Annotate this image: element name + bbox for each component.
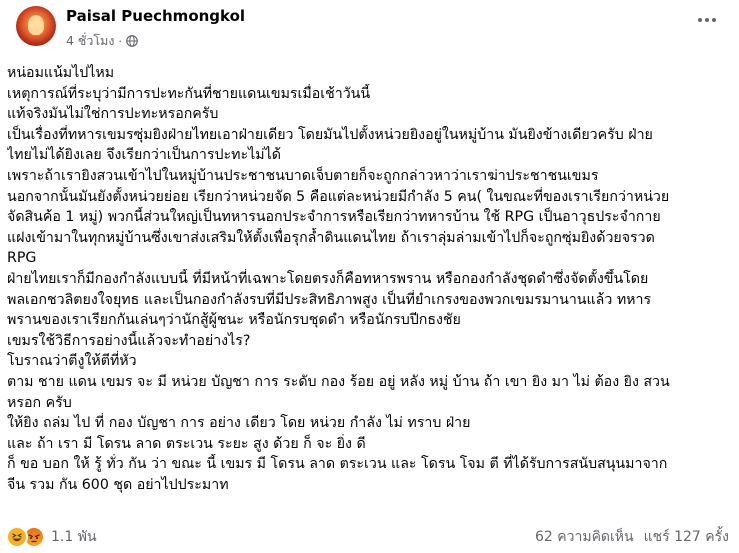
post-text-line: พลเอกชวลิตยงใจยุทธ และเป็นกองกำลังรบที่มีประสิทธิภาพสูง เป็นที่ยำเกรงของพวกเขมรมานานแล้ว ทหาร [7, 291, 652, 308]
post-text-line: และ ถ้า เรา มี โดรน ลาด ตระเวน ระยะ สูง ด้วย ก็ จะ ยิ่ง ดี [7, 435, 366, 452]
post-text-line: เป็นเรื่องที่ทหารเขมรซุ่มยิงฝ่ายไทยเอาฝ่ายเดียว โดยมันไปตั้งหน่วยยิงอยู่ในหมู่บ้าน มันยิงข้างเดียวครับ ฝ่าย [7, 126, 653, 143]
post-text-line: โบราณว่าตีงูให้ตีที่หัว [7, 353, 137, 370]
post-text-line: แฝงเข้ามาในทุกหมู่บ้านซึ่งเขาส่งเสริมให้ตั้งเพื่อรุกล้ำดินแดนไทย ถ้าเราลุ่มล่ามเข้าไปก็จะถูกซุ่มยิงด้วยจรวด [7, 229, 655, 246]
post-text-line: ให้ยิง ถล่ม ไป ที่ กอง บัญชา การ อย่าง เดียว โดย หน่วย กำลัง ไม่ ทราบ ฝ่าย [7, 415, 471, 432]
post-text-line: พรานของเราเรียกกันเล่นๆว่านักสู้ผู้ชนะ หรือนักรบชุดดำ หรือนักรบปีกธงชัย [7, 312, 461, 329]
engagement-stats [535, 526, 729, 548]
share-count-link[interactable]: แชร์ 127 ครั้ง [643, 529, 729, 545]
post-footer [6, 525, 729, 549]
post-text-line: RPG [7, 250, 37, 267]
post-text-line: จัดสินค้อ 1 หมู่) พวกนี้ส่วนใหญ่เป็นทหารนอกประจำการหรือเรียกว่าทหารบ้าน ใช้ RPG เป็นอาวุธประจำกาย [7, 209, 661, 226]
post-text-line: ฝ่ายไทยเราก็มีกองกำลังแบบนี้ ที่มีหน้าที่เฉพาะโดยตรงก็คือทหารพราน หรือกองกำลังชุดดำซึ่งจัดตั้งขึ้นโดย [7, 270, 649, 287]
post-text-line: ก็ ขอ บอก ให้ รู้ ทั่ว กัน ว่า ขณะ นี้ เขมร มี โดรน ลาด ตระเวน และ โดรน โจม ตี ที่ได้รับการสนับสนุนมาจาก [7, 456, 668, 473]
post-text-line: หรอก ครับ [7, 394, 72, 411]
globe-icon[interactable] [126, 35, 138, 47]
comment-count-link[interactable]: 62 ความคิดเห็น [534, 529, 634, 545]
post-text [7, 63, 725, 495]
post-text-line: เพราะถ้าเรายิงสวนเข้าไปในหมู่บ้านประชาชนบาดเจ็บตายก็จะถูกกล่าวหาว่าเราฆ่าประชาชนเขมร [7, 167, 599, 184]
post-text-line: ตาม ชาย แดน เขมร จะ มี หน่วย บัญชา การ ระดับ กอง ร้อย อยู่ หลัง หมู่ บ้าน ถ้า เขา ยิง มา ไม่ ต้อง ยิง สวน [7, 373, 670, 390]
meta-separator: · [118, 34, 122, 48]
post-text-line: จีน รวม กัน 600 ชุด อย่าไปประมาท [7, 476, 229, 493]
post-text-line: เขมรใช้วิธีการอย่างนี้แล้วจะทำอย่างไร? [7, 332, 251, 349]
post-header [16, 6, 727, 52]
author-avatar[interactable] [16, 6, 56, 46]
author-name[interactable]: Paisal Puechmongkol [66, 7, 246, 25]
post-text-line: ไทยไม่ได้ยิงเลย จึงเรียกว่าเป็นการปะทะไม่ได้ [7, 147, 281, 164]
reaction-summary[interactable] [6, 526, 97, 548]
post-text-line: หน่อมแน้มไปไหม [7, 65, 115, 81]
more-dots-icon[interactable] [693, 10, 721, 30]
post-text-line: แท้จริงมันไม่ใช่การปะทะหรอกครับ [7, 106, 219, 123]
post-timestamp[interactable]: 4 ชั่วโมง [66, 33, 115, 48]
post-meta [66, 31, 138, 51]
reaction-count: 1.1 พัน [51, 529, 97, 545]
haha-icon [6, 526, 28, 548]
post-text-line: นอกจากนั้นมันยังตั้งหน่วยย่อย เรียกว่าหน่วยจัด 5 คือแต่ละหน่วยมีกำลัง 5 คน( ในขณะที่ของเราเรียกว่าหน่วย [7, 188, 670, 205]
post-text-line: เหตุการณ์ที่ระบุว่ามีการปะทะกันที่ชายแดนเขมรเมื่อเช้าวันนี้ [7, 85, 371, 102]
